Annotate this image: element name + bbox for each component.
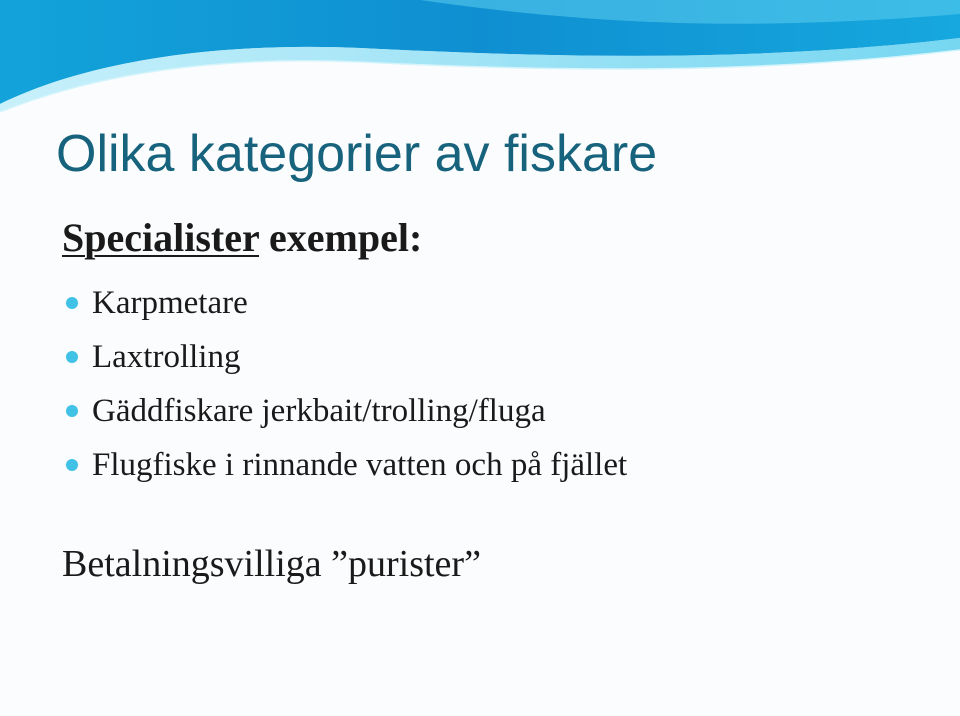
list-item-text: Karpmetare (92, 285, 248, 321)
bullet-dot-icon (66, 459, 78, 471)
list-item-text: Flugfiske i rinnande vatten och på fjället (92, 447, 628, 483)
list-item (66, 438, 627, 492)
subheading-rest: exempel: (259, 215, 423, 260)
bullet-dot-icon (66, 405, 78, 417)
bullet-list (66, 276, 627, 492)
list-item (66, 276, 627, 330)
subheading (62, 214, 422, 262)
slide-title: Olika kategorier av fiskare (56, 125, 658, 183)
bullet-dot-icon (66, 297, 78, 309)
footer-text: Betalningsvilliga ”purister” (62, 543, 481, 585)
header-wave-decoration (0, 0, 960, 112)
bullet-dot-icon (66, 351, 78, 363)
subheading-underlined-word: Specialister (62, 215, 260, 260)
list-item (66, 330, 627, 384)
list-item-text: Laxtrolling (92, 339, 241, 375)
list-item (66, 384, 627, 438)
list-item-text: Gäddfiskare jerkbait/trolling/fluga (92, 393, 546, 429)
